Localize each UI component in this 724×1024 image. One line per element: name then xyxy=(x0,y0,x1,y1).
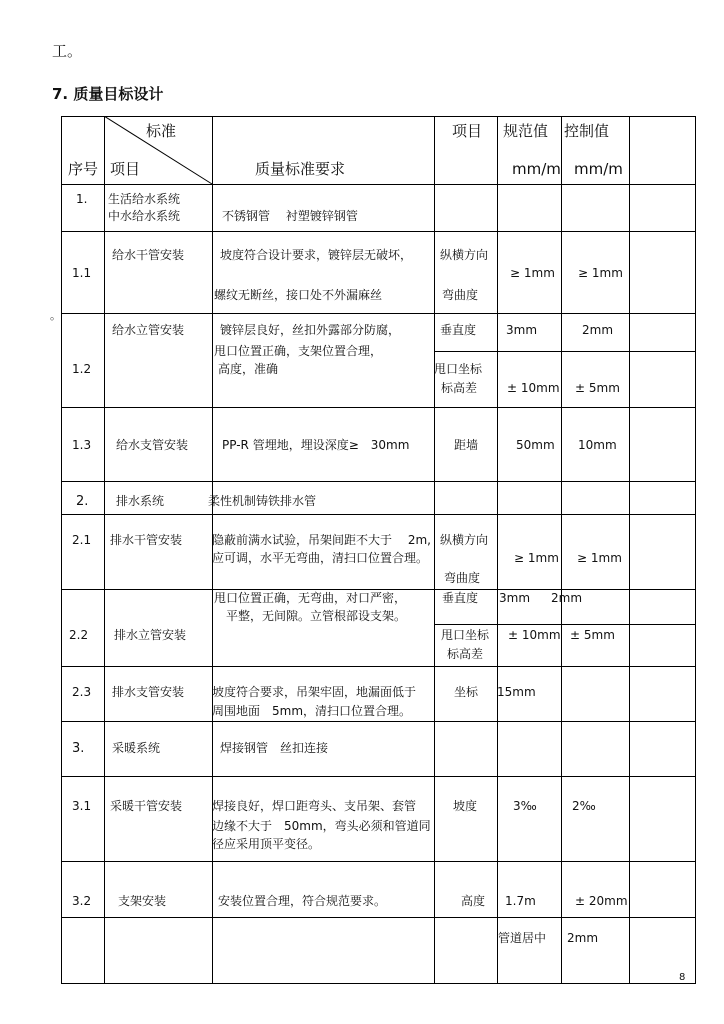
row-2-2-req-line2: 平整，无间隙。立管根部设支架。 xyxy=(226,609,407,623)
row-2-2-name: 排水立管安装 xyxy=(114,628,187,642)
grid-line xyxy=(695,116,696,984)
row-2-2-spec-a: 3mm xyxy=(499,591,531,605)
left-margin-mark: 。 xyxy=(50,309,61,322)
row-3-2-req: 安装位置合理，符合规范要求。 xyxy=(218,894,387,908)
row-1-1-no: 1.1 xyxy=(72,266,92,280)
row-1-2-req-line2: 甩口位置正确，支架位置合理， xyxy=(214,344,383,358)
row-1-2-req-line1: 镀锌层良好，丝扣外露部分防腐， xyxy=(220,323,401,337)
page-number: 8 xyxy=(679,972,686,983)
row-1-3-no: 1.3 xyxy=(72,438,92,452)
row-1-3-control: 10mm xyxy=(578,438,617,452)
row-2-name: 排水系统 xyxy=(116,494,165,508)
row-1-2-spec-b: ± 10mm xyxy=(507,381,560,395)
row-1-2-control-a: 2mm xyxy=(582,323,614,337)
grid-line xyxy=(61,666,696,667)
row-2-2-item-b-line1: 甩口坐标 xyxy=(441,628,490,642)
row-2-3-no: 2.3 xyxy=(72,685,92,699)
row-2-1-no: 2.1 xyxy=(72,533,92,547)
row-3-1-item: 坡度 xyxy=(453,799,478,813)
row-2-3-spec: 15mm xyxy=(497,685,536,699)
row-1-1-name: 给水干管安装 xyxy=(112,248,185,262)
row-3-3-item: 管道居中 xyxy=(498,931,547,945)
row-1-1-req-line1: 坡度符合设计要求，镀锌层无破坏， xyxy=(220,248,413,262)
row-3-2-spec: 1.7m xyxy=(505,894,536,908)
grid-line xyxy=(61,514,696,515)
row-3-1-spec: 3‰ xyxy=(513,799,537,813)
grid-line xyxy=(212,116,213,984)
row-1-1-req-line2: 螺纹无断丝，接口处不外漏麻丝 xyxy=(214,288,383,302)
row-1-2-item-a: 垂直度 xyxy=(440,323,477,337)
row-1-3-spec: 50mm xyxy=(516,438,555,452)
grid-line xyxy=(104,116,105,984)
row-1-2-item-b-line2: 标高差 xyxy=(441,381,478,395)
grid-line xyxy=(629,116,630,984)
row-3-1-req-line3: 径应采用顶平变径。 xyxy=(212,837,321,851)
row-3-name: 采暖系统 xyxy=(112,741,161,755)
header-diagonal-label: 标准 xyxy=(146,122,177,140)
row-2-1-item-line1: 纵横方向 xyxy=(440,533,489,547)
row-3-1-control: 2‰ xyxy=(572,799,596,813)
row-2-3-name: 排水支管安装 xyxy=(112,685,185,699)
row-3-1-req-line2: 边缘不大于 50mm，弯头必须和管道同 xyxy=(212,819,431,833)
grid-line xyxy=(61,861,696,862)
grid-line xyxy=(61,776,696,777)
row-2-2-control-a: 2mm xyxy=(551,591,583,605)
row-1-2-control-b: ± 5mm xyxy=(575,381,620,395)
row-3-2-name: 支架安装 xyxy=(118,894,167,908)
header-col-spec: 规范值 xyxy=(503,122,549,140)
row-3-2-item: 高度 xyxy=(461,894,486,908)
grid-line xyxy=(434,116,435,984)
row-2-3-req-line1: 坡度符合要求，吊架牢固，地漏面低于 xyxy=(212,685,417,699)
row-2-1-spec: ≥ 1mm xyxy=(514,551,559,565)
row-1-1-control: ≥ 1mm xyxy=(578,266,623,280)
row-2-1-name: 排水干管安装 xyxy=(110,533,183,547)
row-3-1-name: 采暖干管安装 xyxy=(110,799,183,813)
row-1-2-item-b-line1: 甩口坐标 xyxy=(434,362,483,376)
row-2-1-control: ≥ 1mm xyxy=(577,551,622,565)
page-top-text: 工。 xyxy=(52,42,83,60)
grid-line xyxy=(61,481,696,482)
grid-line xyxy=(61,983,696,984)
row-3-2-control: ± 20mm xyxy=(575,894,628,908)
row-1-2-no: 1.2 xyxy=(72,362,92,376)
header-item: 项目 xyxy=(110,160,141,178)
row-3-1-no: 3.1 xyxy=(72,799,92,813)
grid-line xyxy=(434,351,696,352)
row-1-3-name: 给水支管安装 xyxy=(116,438,189,452)
row-1-1-item-line2: 弯曲度 xyxy=(442,288,479,302)
row-2-no: 2. xyxy=(76,494,89,509)
row-3-2-no: 3.2 xyxy=(72,894,92,908)
row-2-2-item-b-line2: 标高差 xyxy=(447,647,484,661)
row-2-2-item-a: 垂直度 xyxy=(442,591,479,605)
header-col-control: 控制值 xyxy=(564,122,610,140)
row-2-1-item-line2: 弯曲度 xyxy=(444,571,481,585)
grid-line xyxy=(61,407,696,408)
row-1-req: 不锈钢管 衬塑镀锌钢管 xyxy=(222,209,358,223)
grid-line xyxy=(61,116,62,984)
header-seq: 序号 xyxy=(68,160,99,178)
grid-line xyxy=(61,231,696,232)
row-3-1-req-line1: 焊接良好，焊口距弯头、支吊架、套管 xyxy=(212,799,417,813)
header-requirements: 质量标准要求 xyxy=(255,160,346,178)
grid-line xyxy=(61,721,696,722)
row-2-1-req-line1: 隐蔽前满水试验，吊架间距不大于 2m, xyxy=(212,533,431,547)
row-2-req: 柔性机制铸铁排水管 xyxy=(208,494,317,508)
grid-line xyxy=(561,116,562,984)
row-1-1-item-line1: 纵横方向 xyxy=(440,248,489,262)
row-1-2-name: 给水立管安装 xyxy=(112,323,185,337)
row-1-name-line2: 中水给水系统 xyxy=(108,209,181,223)
row-2-2-spec-b: ± 10mm xyxy=(508,628,561,642)
row-1-3-item: 距墙 xyxy=(454,438,479,452)
row-3-no: 3. xyxy=(72,741,85,756)
row-1-no: 1. xyxy=(76,192,88,206)
row-2-3-req-line2: 周围地面 5mm，清扫口位置合理。 xyxy=(212,704,412,718)
row-2-2-req-line1: 甩口位置正确，无弯曲，对口严密， xyxy=(214,591,407,605)
row-2-3-item: 坐标 xyxy=(454,685,479,699)
row-1-3-req: PP-R 管埋地，埋设深度≥ 30mm xyxy=(222,438,410,452)
row-3-req: 焊接钢管 丝扣连接 xyxy=(220,741,329,755)
row-1-2-req-line3: 高度，准确 xyxy=(218,362,279,376)
row-1-1-spec: ≥ 1mm xyxy=(510,266,555,280)
row-1-name-line1: 生活给水系统 xyxy=(108,192,181,206)
header-unit-control: mm/m xyxy=(574,160,623,178)
row-2-2-control-b: ± 5mm xyxy=(570,628,615,642)
grid-line xyxy=(434,624,696,625)
grid-line xyxy=(61,917,696,918)
header-unit-spec: mm/m xyxy=(512,160,561,178)
row-2-1-req-line2: 应可调，水平无弯曲，清扫口位置合理。 xyxy=(212,551,429,565)
grid-line xyxy=(61,589,696,590)
grid-line xyxy=(497,116,498,984)
row-2-2-no: 2.2 xyxy=(69,628,89,642)
section-title: 7. 质量目标设计 xyxy=(52,85,164,103)
row-3-3-spec: 2mm xyxy=(567,931,599,945)
grid-line xyxy=(61,313,696,314)
row-1-2-spec-a: 3mm xyxy=(506,323,538,337)
header-col-item: 项目 xyxy=(452,122,483,140)
